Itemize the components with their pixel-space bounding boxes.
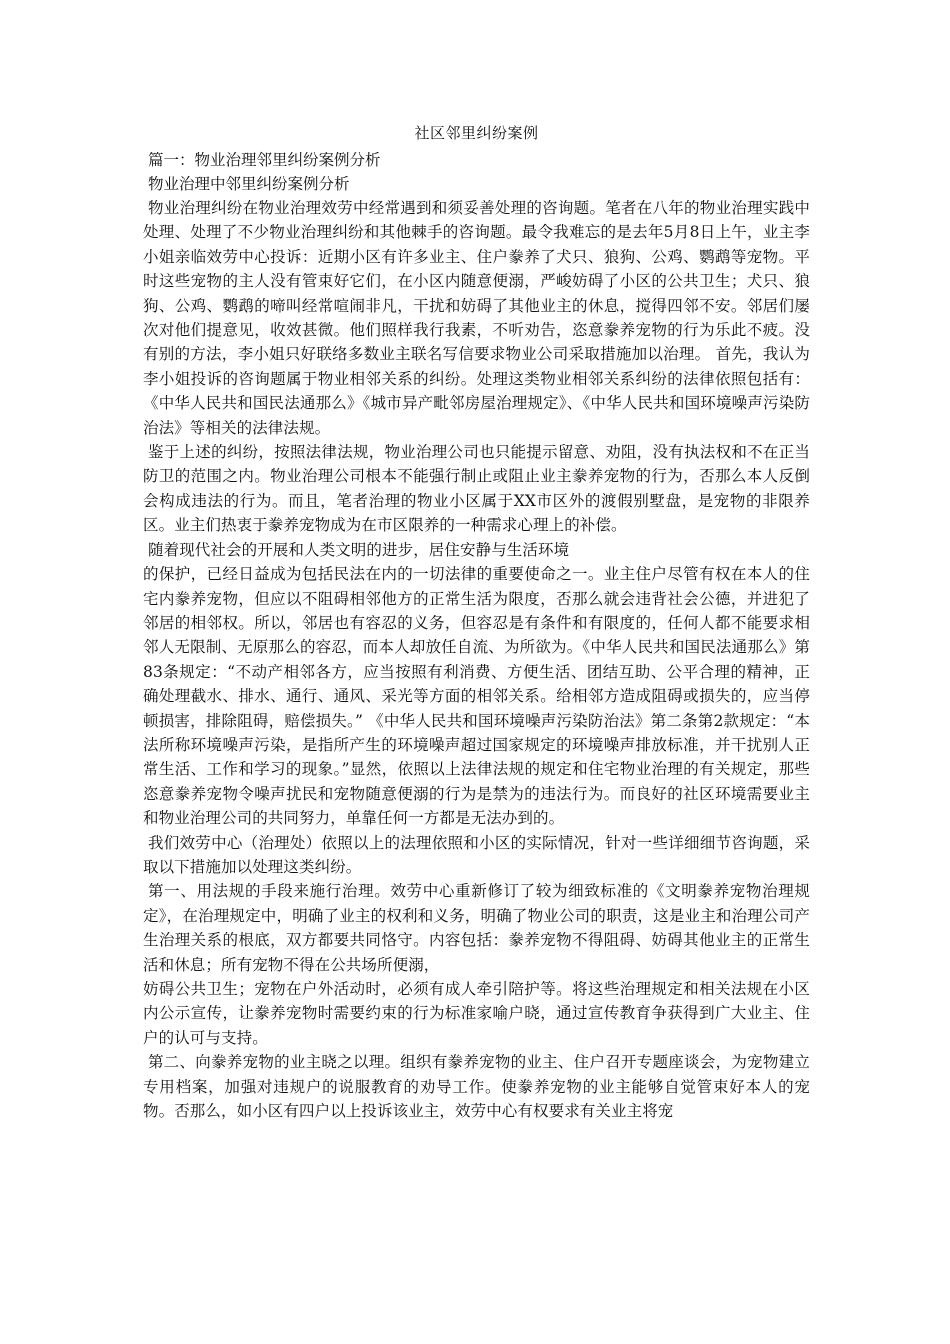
paragraph: 妨碍公共卫生；宠物在户外活动时，必须有成人牵引陪护等。将这些治理规定和相关法规在小区内公示宣传，让豢养宠物时需要约束的行为标准家喻户晓，通过宣传教育争获得到广大业主、住户的认可与支持。 — [143, 980, 810, 1047]
paragraph: 物业治理纠纷在物业治理效劳中经常遇到和须妥善处理的咨询题。笔者在八年的物业治理实践中处理、处理了不少物业治理纠纷和其他棘手的咨询题。最令我难忘的是去年5月8日上午，业主李小姐亲临效劳中心投诉：近期小区有许多业主、住户豢养了犬只、狼狗、公鸡、鹦鹉等宠物。平时这些宠物的主人没有管束好它们，在小区内随意便溺，严峻妨碍了小区的公共卫生；犬只、狼狗、公鸡、鹦鹉的啼叫经常喧闹非凡，干扰和妨碍了其他业主的休息，搅得四邻不安。邻居们屡次对他们提意见，收效甚微。他们照样我行我素，不听劝告，恣意豢养宠物的行为乐此不疲。没有别的方法，李小姐只好联络多数业主联名写信要求物业公司采取措施加以治理。 首先，我认为李小姐投诉的咨询题属于物业相邻关系的纠纷。处理这类物业相邻关系纠纷的法律依照包括有：《中华人民共和国民法通那么》《城市异产毗邻房屋治理规定》、《中华人民共和国环境噪声污染防治法》等相关的法律法规。 — [143, 199, 810, 437]
paragraph: 的保护，已经日益成为包括民法在内的一切法律的重要使命之一。业主住户尽管有权在本人的住宅内豢养宠物，但应以不阻碍相邻他方的正常生活为限度，否那么就会违背社会公德，并进犯了邻居的相邻权。所以，邻居也有容忍的义务，但容忍是有条件和有限度的，任何人都不能要求相邻人无限制、无原那么的容忍，而本人却放任自流、为所欲为。《中华人民共和国民法通那么》第83条规定：“不动产相邻各方，应当按照有利消费、方便生活、团结互助、公平合理的精神，正确处理截水、排水、通行、通风、采光等方面的相邻关系。给相邻方造成阻碍或损失的，应当停顿损害，排除阻碍，赔偿损失。” 《中华人民共和国环境噪声污染防治法》第二条第2款规定：“本法所称环境噪声污染，是指所产生的环境噪声超过国家规定的环境噪声排放标准，并干扰别人正常生活、工作和学习的现象。”显然，依照以上法律法规的规定和住宅物业治理的有关规定，那些恣意豢养宠物令噪声扰民和宠物随意便溺的行为是禁为的违法行为。而良好的社区环境需要业主和物业治理公司的共同努力，单靠任何一方都是无法办到的。 — [143, 565, 810, 828]
document-title: 社区邻里纠纷案例 — [414, 124, 539, 142]
paragraph: 随着现代社会的开展和人类文明的进步，居住安静与生活环境 — [148, 540, 570, 559]
paragraph: 鉴于上述的纠纷，按照法律法规，物业治理公司也只能提示留意、劝阻，没有执法权和不在正当防卫的范围之内。物业治理公司根本不能强行制止或阻止业主豢养宠物的行为，否那么本人反倒会构成违法的行为。而且，笔者治理的物业小区属于XX市区外的渡假别墅盘，是宠物的非限养区。业主们热衷于豢养宠物成为在市区限养的一种需求心理上的补偿。 — [143, 443, 810, 535]
paragraph: 第二、向豢养宠物的业主晓之以理。组织有豢养宠物的业主、住户召开专题座谈会，为宠物建立专用档案，加强对违规户的说服教育的劝导工作。使豢养宠物的业主能够自觉管束好本人的宠物。否那么，如小区有四户以上投诉该业主，效劳中心有权要求有关业主将宠 — [143, 1053, 810, 1121]
paragraph: 我们效劳中心（治理处）依照以上的法理依照和小区的实际情况，针对一些详细细节咨询题，采取以下措施加以处理这类纠纷。 — [143, 833, 810, 876]
document-page — [143, 122, 810, 1123]
paragraph: 第一、用法规的手段来施行治理。效劳中心重新修订了较为细致标准的《文明豢养宠物治理规定》，在治理规定中，明确了业主的权利和义务，明确了物业公司的职责，这是业主和治理公司产生治理关系的根底，双方都要共同恪守。内容包括：豢养宠物不得阻碍、妨碍其他业主的正常生活和休息；所有宠物不得在公共场所便溺， — [143, 882, 810, 974]
article-heading: 物业治理中邻里纠纷案例分析 — [148, 175, 350, 193]
section-heading: 篇一：物业治理邻里纠纷案例分析 — [148, 151, 381, 169]
